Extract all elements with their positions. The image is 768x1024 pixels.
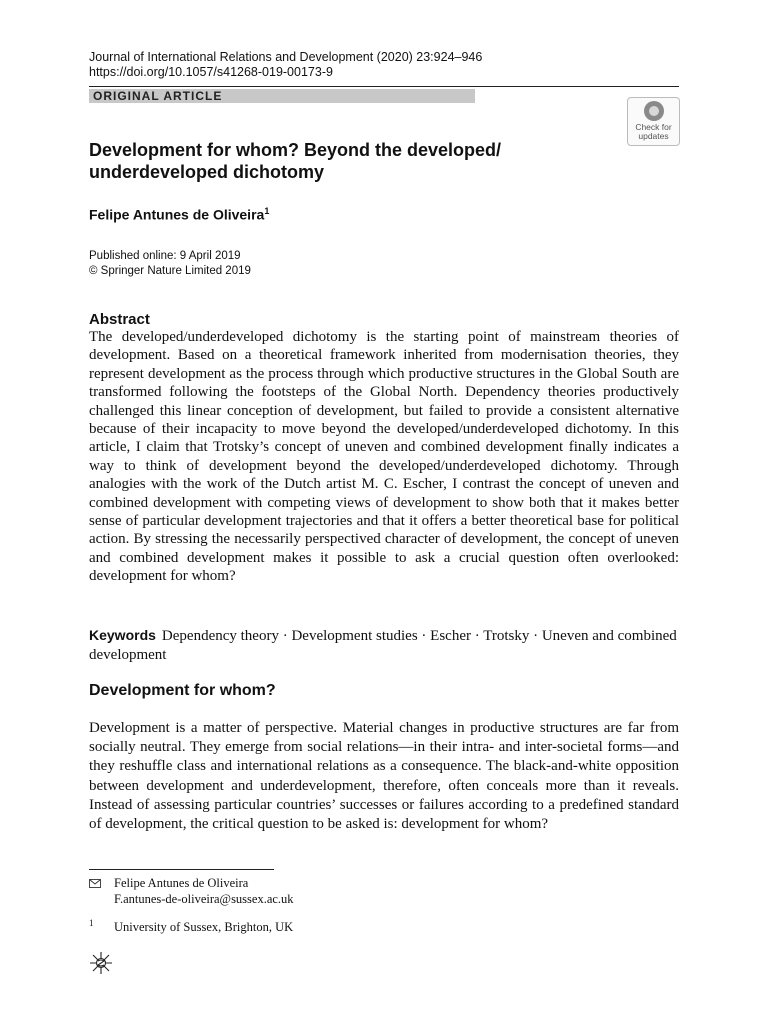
author-text: Felipe Antunes de Oliveira bbox=[89, 206, 265, 223]
header-rule bbox=[89, 86, 679, 87]
article-type-label: ORIGINAL ARTICLE bbox=[93, 89, 223, 103]
footnote-rule bbox=[89, 869, 274, 870]
keywords-block bbox=[89, 626, 679, 665]
badge-line-1: Check for bbox=[635, 122, 672, 132]
published-date: Published online: 9 April 2019 bbox=[89, 250, 241, 262]
affiliation-text: University of Sussex, Brighton, UK bbox=[114, 920, 294, 934]
affiliation-number: 1 bbox=[89, 918, 94, 928]
corresponding-author-name: Felipe Antunes de Oliveira bbox=[114, 876, 249, 890]
title-line-1: Development for whom? Beyond the developed/ bbox=[89, 140, 502, 160]
title-line-2: underdeveloped dichotomy bbox=[89, 162, 325, 182]
section-heading: Development for whom? bbox=[89, 682, 276, 699]
envelope-icon bbox=[89, 879, 101, 888]
springer-logo-icon bbox=[89, 951, 113, 975]
badge-line-2: updates bbox=[638, 131, 669, 141]
corresponding-author-email[interactable]: F.antunes-de-oliveira@sussex.ac.uk bbox=[114, 892, 294, 906]
article-type-bar bbox=[89, 89, 475, 103]
copyright: © Springer Nature Limited 2019 bbox=[89, 265, 251, 277]
article-title bbox=[89, 139, 679, 183]
body-paragraph: Development is a matter of perspective. Material changes in productive structures are far from socially neutral. They emerge from social relations—in their intra- and inter-societal forms—and they reshuffle class and international relations as a consequence. The black-and-white opposition between development and underdevelopment, therefore, often conceals more than it reveals. Instead of assessing particular countries’ successes or failures according to a predefined standard of development, the critical question to be asked is: development for whom? bbox=[89, 720, 679, 833]
journal-citation: Journal of International Relations and Development (2020) 23:924–946 bbox=[89, 50, 483, 64]
keywords-label: Keywords bbox=[89, 627, 156, 643]
author-affil-marker: 1 bbox=[264, 206, 270, 216]
abstract-text: The developed/underdeveloped dichotomy is the starting point of mainstream theories of development. Based on a theoretical framework inherited from modernisation theories, they represent development as the process through which productive structures in the Global South are transformed following the footsteps of the Global North. Dependency theories productively challenged this linear conception of development, but failed to provide a consistent alternative because of their incapacity to move beyond the developed/underdeveloped dichotomy. In this article, I claim that Trotsky’s concept of uneven and combined development finally indicates a way to think of development beyond the developed/underdeveloped dichotomy. Through analogies with the work of the Dutch artist M. C. Escher, I contrast the concept of uneven and combined development with competing views of development to show both that it makes better sense of particular development trajectories and that it offers a better theoretical base for political action. By stressing the necessarily perspectived character of development, the concept of uneven and combined development makes it possible to ask a crucial question often overlooked: development for whom? bbox=[89, 329, 679, 585]
publication-info bbox=[89, 249, 251, 279]
check-updates-icon bbox=[644, 101, 664, 121]
keywords-text: Dependency theory · Development studies · Escher · Trotsky · Uneven and combined development bbox=[89, 628, 677, 663]
author-name bbox=[89, 206, 269, 223]
abstract-heading: Abstract bbox=[89, 311, 150, 328]
doi-link[interactable]: https://doi.org/10.1057/s41268-019-00173-9 bbox=[89, 65, 333, 79]
